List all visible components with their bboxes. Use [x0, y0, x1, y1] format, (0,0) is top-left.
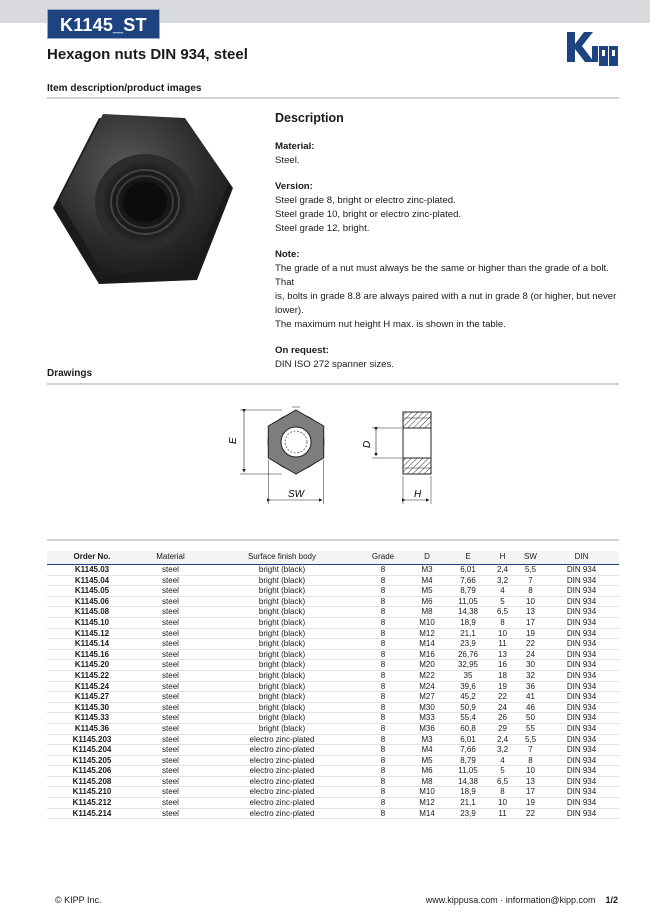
table-cell: K1145.16: [47, 649, 137, 660]
table-cell: DIN 934: [544, 586, 619, 597]
table-cell: 5,5: [517, 565, 544, 576]
table-cell: electro zinc-plated: [204, 766, 360, 777]
dim-sw-label: SW: [288, 489, 305, 500]
section-divider: [47, 383, 619, 385]
table-cell: M5: [406, 586, 448, 597]
table-cell: steel: [137, 607, 204, 618]
table-cell: DIN 934: [544, 670, 619, 681]
table-cell: 45,2: [448, 692, 488, 703]
table-cell: 6,01: [448, 734, 488, 745]
col-material: Material: [137, 551, 204, 565]
note-block: [275, 248, 620, 332]
table-cell: 24: [488, 702, 517, 713]
table-cell: 11: [488, 639, 517, 650]
col-grade: Grade: [360, 551, 406, 565]
table-cell: 8: [360, 596, 406, 607]
table-cell: 8: [360, 649, 406, 660]
table-cell: 3,2: [488, 575, 517, 586]
table-cell: 14,38: [448, 776, 488, 787]
table-cell: 5,5: [517, 734, 544, 745]
table-cell: 3,2: [488, 745, 517, 756]
table-cell: 46: [517, 702, 544, 713]
table-cell: 18,9: [448, 787, 488, 798]
table-cell: M24: [406, 681, 448, 692]
table-cell: 24: [517, 649, 544, 660]
table-cell: DIN 934: [544, 787, 619, 798]
page-number: 1/2: [605, 895, 618, 905]
table-cell: 8,79: [448, 755, 488, 766]
table-cell: 8: [360, 702, 406, 713]
section-drawings: Drawings: [47, 368, 93, 379]
table-cell: 17: [517, 617, 544, 628]
table-cell: M16: [406, 649, 448, 660]
hex-nut-photo: [47, 112, 239, 292]
table-cell: bright (black): [204, 692, 360, 703]
table-cell: 6,01: [448, 565, 488, 576]
request-text: DIN ISO 272 spanner sizes.: [275, 359, 394, 370]
table-cell: K1145.20: [47, 660, 137, 671]
table-cell: 4: [488, 586, 517, 597]
table-cell: 8,79: [448, 586, 488, 597]
table-cell: 19: [488, 681, 517, 692]
table-row: [47, 660, 619, 671]
table-cell: M8: [406, 776, 448, 787]
table-cell: 30: [517, 660, 544, 671]
table-cell: 8: [360, 575, 406, 586]
table-cell: 8: [360, 798, 406, 809]
table-cell: 5: [488, 596, 517, 607]
table-cell: 4: [488, 755, 517, 766]
table-cell: M5: [406, 755, 448, 766]
table-cell: M12: [406, 628, 448, 639]
table-cell: 18,9: [448, 617, 488, 628]
table-cell: steel: [137, 787, 204, 798]
table-cell: steel: [137, 723, 204, 734]
table-cell: 8: [360, 586, 406, 597]
table-cell: 8: [360, 565, 406, 576]
table-row: [47, 745, 619, 756]
version-line: Steel grade 10, bright or electro zinc-plated.: [275, 209, 462, 220]
table-cell: bright (black): [204, 670, 360, 681]
table-cell: DIN 934: [544, 723, 619, 734]
col-h: H: [488, 551, 517, 565]
table-cell: K1145.08: [47, 607, 137, 618]
table-cell: steel: [137, 639, 204, 650]
table-cell: 8: [488, 787, 517, 798]
table-cell: 32,95: [448, 660, 488, 671]
table-cell: steel: [137, 734, 204, 745]
table-cell: 8: [360, 660, 406, 671]
table-cell: 10: [517, 596, 544, 607]
table-cell: steel: [137, 692, 204, 703]
table-cell: 50: [517, 713, 544, 724]
table-cell: electro zinc-plated: [204, 755, 360, 766]
table-cell: DIN 934: [544, 692, 619, 703]
table-row: [47, 670, 619, 681]
note-label: Note:: [275, 249, 300, 260]
request-block: [275, 344, 620, 372]
dim-d-label: D: [362, 440, 373, 448]
table-cell: bright (black): [204, 702, 360, 713]
table-cell: 23,9: [448, 808, 488, 819]
table-cell: 36: [517, 681, 544, 692]
table-cell: DIN 934: [544, 681, 619, 692]
table-cell: 60,8: [448, 723, 488, 734]
table-cell: 21,1: [448, 798, 488, 809]
note-line: The maximum nut height H max. is shown in the table.: [275, 319, 506, 330]
technical-drawing: [222, 404, 442, 508]
table-cell: 6,5: [488, 776, 517, 787]
version-line: Steel grade 12, bright.: [275, 223, 370, 234]
table-cell: K1145.208: [47, 776, 137, 787]
section-divider: [47, 539, 619, 541]
table-cell: steel: [137, 586, 204, 597]
table-cell: DIN 934: [544, 649, 619, 660]
request-label: On request:: [275, 345, 329, 356]
table-cell: 26: [488, 713, 517, 724]
table-cell: 2,4: [488, 565, 517, 576]
table-cell: K1145.22: [47, 670, 137, 681]
table-row: [47, 607, 619, 618]
table-cell: steel: [137, 596, 204, 607]
table-cell: DIN 934: [544, 628, 619, 639]
table-cell: K1145.36: [47, 723, 137, 734]
dim-h-label: H: [414, 489, 422, 500]
table-cell: 8: [360, 692, 406, 703]
table-cell: K1145.214: [47, 808, 137, 819]
col-sw: SW: [517, 551, 544, 565]
table-cell: 26,76: [448, 649, 488, 660]
section-item-description: Item description/product images: [47, 83, 202, 94]
table-cell: electro zinc-plated: [204, 808, 360, 819]
table-cell: steel: [137, 798, 204, 809]
table-row: [47, 713, 619, 724]
description-panel: [275, 110, 620, 384]
table-cell: 22: [488, 692, 517, 703]
table-cell: steel: [137, 670, 204, 681]
product-code-badge: K1145_ST: [47, 9, 160, 39]
table-cell: 23,9: [448, 639, 488, 650]
table-cell: M4: [406, 575, 448, 586]
table-cell: 50,9: [448, 702, 488, 713]
table-cell: bright (black): [204, 713, 360, 724]
table-cell: 55: [517, 723, 544, 734]
table-cell: 8: [360, 734, 406, 745]
table-cell: steel: [137, 617, 204, 628]
table-cell: bright (black): [204, 586, 360, 597]
description-heading: Description: [275, 111, 344, 125]
col-order-no: Order No.: [47, 551, 137, 565]
table-cell: 8: [360, 607, 406, 618]
table-cell: DIN 934: [544, 617, 619, 628]
table-cell: 29: [488, 723, 517, 734]
table-cell: 8: [517, 586, 544, 597]
table-cell: K1145.212: [47, 798, 137, 809]
table-row: [47, 723, 619, 734]
table-cell: 22: [517, 808, 544, 819]
table-cell: K1145.14: [47, 639, 137, 650]
table-cell: 8: [360, 766, 406, 777]
table-row: [47, 596, 619, 607]
table-cell: 11,05: [448, 596, 488, 607]
table-row: [47, 649, 619, 660]
table-cell: steel: [137, 660, 204, 671]
table-cell: 7,66: [448, 575, 488, 586]
version-block: [275, 180, 620, 236]
table-cell: M36: [406, 723, 448, 734]
table-cell: K1145.10: [47, 617, 137, 628]
table-cell: M3: [406, 565, 448, 576]
table-cell: DIN 934: [544, 565, 619, 576]
table-cell: 39,6: [448, 681, 488, 692]
table-cell: DIN 934: [544, 808, 619, 819]
table-cell: DIN 934: [544, 702, 619, 713]
table-cell: DIN 934: [544, 639, 619, 650]
table-cell: 2,4: [488, 734, 517, 745]
footer-copyright: © KIPP Inc.: [55, 895, 102, 905]
table-cell: 7: [517, 575, 544, 586]
table-cell: 8: [360, 787, 406, 798]
table-cell: DIN 934: [544, 660, 619, 671]
table-cell: DIN 934: [544, 607, 619, 618]
table-cell: bright (black): [204, 565, 360, 576]
table-row: [47, 628, 619, 639]
material-block: [275, 140, 620, 168]
table-cell: electro zinc-plated: [204, 798, 360, 809]
table-row: [47, 808, 619, 819]
table-cell: M20: [406, 660, 448, 671]
table-cell: 6,5: [488, 607, 517, 618]
table-cell: 8: [360, 776, 406, 787]
table-cell: electro zinc-plated: [204, 787, 360, 798]
table-cell: K1145.24: [47, 681, 137, 692]
table-cell: electro zinc-plated: [204, 776, 360, 787]
table-cell: bright (black): [204, 681, 360, 692]
table-cell: M22: [406, 670, 448, 681]
table-cell: bright (black): [204, 596, 360, 607]
table-row: [47, 787, 619, 798]
table-cell: electro zinc-plated: [204, 745, 360, 756]
table-cell: K1145.206: [47, 766, 137, 777]
dim-e-label: E: [228, 437, 239, 444]
table-cell: K1145.12: [47, 628, 137, 639]
table-cell: 7: [517, 745, 544, 756]
table-cell: 11,05: [448, 766, 488, 777]
table-row: [47, 681, 619, 692]
table-cell: 8: [360, 723, 406, 734]
table-cell: M14: [406, 808, 448, 819]
table-cell: 19: [517, 628, 544, 639]
table-cell: 10: [517, 766, 544, 777]
table-row: [47, 692, 619, 703]
version-line: Steel grade 8, bright or electro zinc-plated.: [275, 195, 456, 206]
table-cell: steel: [137, 745, 204, 756]
table-cell: K1145.33: [47, 713, 137, 724]
table-row: [47, 798, 619, 809]
table-cell: M8: [406, 607, 448, 618]
material-text: Steel.: [275, 155, 300, 166]
table-cell: 5: [488, 766, 517, 777]
col-surface-finish: Surface finish body: [204, 551, 360, 565]
table-cell: bright (black): [204, 649, 360, 660]
col-d: D: [406, 551, 448, 565]
table-cell: K1145.204: [47, 745, 137, 756]
table-cell: M14: [406, 639, 448, 650]
table-cell: M4: [406, 745, 448, 756]
table-cell: 7,66: [448, 745, 488, 756]
table-cell: K1145.30: [47, 702, 137, 713]
table-cell: bright (black): [204, 575, 360, 586]
table-cell: DIN 934: [544, 596, 619, 607]
spec-table: [47, 551, 619, 819]
table-cell: DIN 934: [544, 734, 619, 745]
table-cell: bright (black): [204, 723, 360, 734]
table-cell: DIN 934: [544, 776, 619, 787]
table-cell: electro zinc-plated: [204, 734, 360, 745]
table-row: [47, 586, 619, 597]
table-cell: 8: [517, 755, 544, 766]
table-cell: K1145.05: [47, 586, 137, 597]
table-cell: DIN 934: [544, 798, 619, 809]
kipp-logo: [564, 28, 620, 68]
table-cell: 8: [488, 617, 517, 628]
footer-contact: [426, 895, 618, 905]
table-cell: steel: [137, 628, 204, 639]
note-line: The grade of a nut must always be the same or higher than the grade of a bolt. That: [275, 263, 609, 288]
table-cell: bright (black): [204, 607, 360, 618]
table-cell: 22: [517, 639, 544, 650]
table-cell: M10: [406, 787, 448, 798]
table-cell: M3: [406, 734, 448, 745]
table-cell: K1145.06: [47, 596, 137, 607]
section-divider: [47, 97, 619, 99]
table-cell: steel: [137, 776, 204, 787]
table-cell: steel: [137, 565, 204, 576]
table-cell: 13: [517, 607, 544, 618]
table-cell: K1145.04: [47, 575, 137, 586]
table-cell: M6: [406, 766, 448, 777]
table-row: [47, 639, 619, 650]
table-cell: 8: [360, 639, 406, 650]
footer-contact-text: www.kippusa.com · information@kipp.com: [425, 895, 596, 905]
table-cell: steel: [137, 681, 204, 692]
table-cell: DIN 934: [544, 713, 619, 724]
table-cell: M30: [406, 702, 448, 713]
note-line: lower).: [275, 305, 304, 316]
table-cell: 16: [488, 660, 517, 671]
page-title: Hexagon nuts DIN 934, steel: [47, 46, 248, 63]
material-label: Material:: [275, 141, 315, 152]
table-cell: M6: [406, 596, 448, 607]
col-din: DIN: [544, 551, 619, 565]
table-cell: steel: [137, 766, 204, 777]
table-row: [47, 702, 619, 713]
table-cell: 8: [360, 713, 406, 724]
table-cell: K1145.205: [47, 755, 137, 766]
table-row: [47, 776, 619, 787]
table-cell: steel: [137, 702, 204, 713]
table-cell: DIN 934: [544, 755, 619, 766]
table-cell: 8: [360, 681, 406, 692]
table-cell: 41: [517, 692, 544, 703]
table-cell: 13: [488, 649, 517, 660]
table-row: [47, 734, 619, 745]
version-label: Version:: [275, 181, 313, 192]
table-cell: 8: [360, 745, 406, 756]
table-cell: 13: [517, 776, 544, 787]
table-cell: M10: [406, 617, 448, 628]
table-cell: 8: [360, 755, 406, 766]
table-cell: bright (black): [204, 628, 360, 639]
table-cell: K1145.03: [47, 565, 137, 576]
table-cell: 10: [488, 628, 517, 639]
table-cell: M12: [406, 798, 448, 809]
table-cell: DIN 934: [544, 575, 619, 586]
table-row: [47, 766, 619, 777]
table-row: [47, 755, 619, 766]
table-cell: 8: [360, 617, 406, 628]
table-cell: 32: [517, 670, 544, 681]
table-cell: 8: [360, 808, 406, 819]
table-cell: K1145.210: [47, 787, 137, 798]
table-cell: steel: [137, 808, 204, 819]
table-cell: 55,4: [448, 713, 488, 724]
table-row: [47, 617, 619, 628]
table-cell: 14,38: [448, 607, 488, 618]
table-cell: M27: [406, 692, 448, 703]
table-cell: 35: [448, 670, 488, 681]
note-line: is, bolts in grade 8.8 are always paired with a nut in grade 8 (or higher, but never: [275, 291, 617, 302]
table-cell: steel: [137, 755, 204, 766]
table-cell: bright (black): [204, 617, 360, 628]
table-cell: 18: [488, 670, 517, 681]
table-cell: 8: [360, 670, 406, 681]
table-header-row: [47, 551, 619, 565]
table-cell: K1145.27: [47, 692, 137, 703]
table-cell: bright (black): [204, 639, 360, 650]
table-cell: DIN 934: [544, 766, 619, 777]
table-cell: 10: [488, 798, 517, 809]
table-row: [47, 575, 619, 586]
col-e: E: [448, 551, 488, 565]
table-cell: 21,1: [448, 628, 488, 639]
table-row: [47, 565, 619, 576]
table-cell: DIN 934: [544, 745, 619, 756]
spec-table-body: [47, 565, 619, 819]
table-cell: steel: [137, 649, 204, 660]
table-cell: K1145.203: [47, 734, 137, 745]
table-cell: 8: [360, 628, 406, 639]
table-cell: M33: [406, 713, 448, 724]
table-cell: 19: [517, 798, 544, 809]
table-cell: steel: [137, 575, 204, 586]
table-cell: 17: [517, 787, 544, 798]
table-cell: bright (black): [204, 660, 360, 671]
table-cell: 11: [488, 808, 517, 819]
table-cell: steel: [137, 713, 204, 724]
